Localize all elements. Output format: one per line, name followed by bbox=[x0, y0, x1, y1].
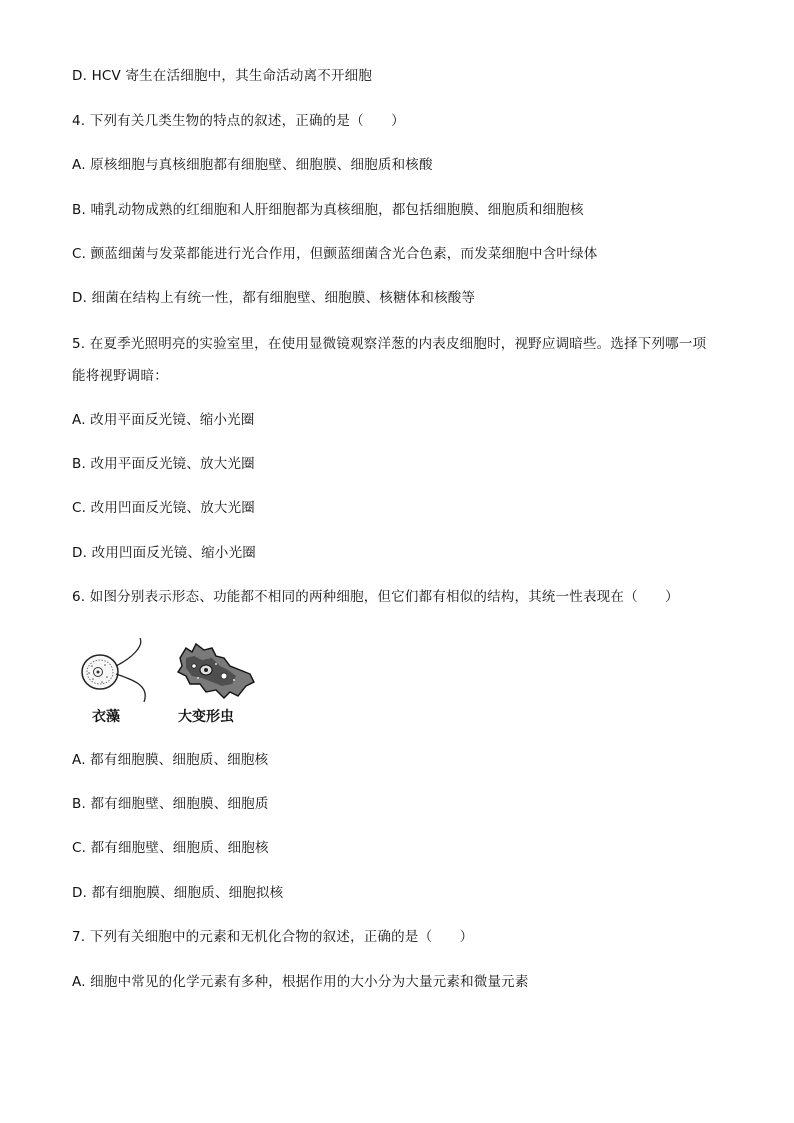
q4-option-c: C. 颤蓝细菌与发菜都能进行光合作用，但颤蓝细菌含光合色素，而发菜细胞中含叶绿体 bbox=[72, 246, 598, 262]
q4-option-b: B. 哺乳动物成熟的红细胞和人肝细胞都为真核细胞，都包括细胞膜、细胞质和细胞核 bbox=[72, 202, 584, 218]
chlamydomonas-illustration bbox=[82, 638, 145, 702]
q6-option-b: B. 都有细胞壁、细胞膜、细胞质 bbox=[72, 796, 269, 812]
q5-option-d: D. 改用凹面反光镜、缩小光圈 bbox=[72, 545, 256, 561]
q6-figure bbox=[74, 636, 274, 728]
q5-option-c: C. 改用凹面反光镜、放大光圈 bbox=[72, 500, 256, 516]
q5-stem-line2: 能将视野调暗： bbox=[72, 368, 168, 384]
q5-option-b: B. 改用平面反光镜、放大光圈 bbox=[72, 456, 255, 472]
amoeba-illustration bbox=[178, 644, 254, 698]
q4-stem: 4. 下列有关几类生物的特点的叙述，正确的是（ ） bbox=[72, 113, 405, 129]
q3-option-d: D. HCV 寄生在活细胞中，其生命活动离不开细胞 bbox=[72, 68, 373, 84]
q6-option-a: A. 都有细胞膜、细胞质、细胞核 bbox=[72, 752, 269, 768]
q5-option-a: A. 改用平面反光镜、缩小光圈 bbox=[72, 412, 255, 428]
chlamydomonas-label: 衣藻 bbox=[92, 709, 120, 725]
q4-option-a: A. 原核细胞与真核细胞都有细胞壁、细胞膜、细胞质和核酸 bbox=[72, 157, 433, 173]
q5-stem-line1: 5. 在夏季光照明亮的实验室里，在使用显微镜观察洋葱的内表皮细胞时，视野应调暗些。选择下列哪一项 bbox=[72, 336, 707, 352]
q6-stem: 6. 如图分别表示形态、功能都不相同的两种细胞，但它们都有相似的结构，其统一性表现在（ ） bbox=[72, 589, 679, 605]
q7-stem: 7. 下列有关细胞中的元素和无机化合物的叙述，正确的是（ ） bbox=[72, 929, 474, 945]
q7-option-a: A. 细胞中常见的化学元素有多种，根据作用的大小分为大量元素和微量元素 bbox=[72, 974, 529, 990]
q4-option-d: D. 细菌在结构上有统一性，都有细胞壁、细胞膜、核糖体和核酸等 bbox=[72, 290, 476, 306]
q6-option-d: D. 都有细胞膜、细胞质、细胞拟核 bbox=[72, 885, 284, 901]
cell-illustrations bbox=[74, 636, 274, 706]
amoeba-label: 大变形虫 bbox=[178, 709, 234, 725]
q6-option-c: C. 都有细胞壁、细胞质、细胞核 bbox=[72, 840, 269, 856]
